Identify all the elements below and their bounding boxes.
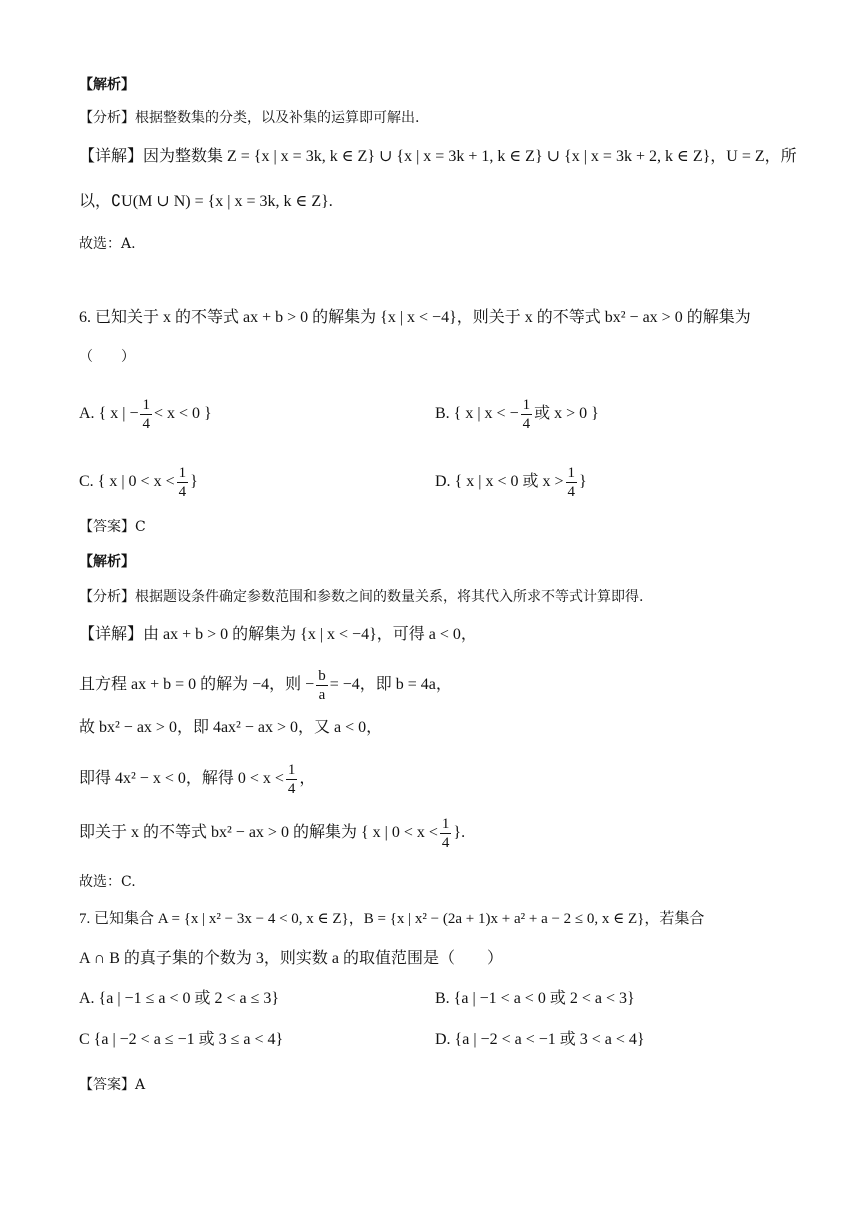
option-c [79,464,198,501]
fraction: $\frac{1}{4}$ [287,762,296,797]
fraction: $\frac{1}{4}$ [522,397,531,432]
option-b [435,396,599,433]
option-text: { x | x < − [453,405,519,423]
option-a: A. {a | −1 ≤ a < 0 或 2 < a ≤ 3} [79,990,280,1007]
fraction: $\frac{1}{4}$ [178,465,187,500]
question-stem-line-1: 7. 已知集合 A = {x | x² − 3x − 4 < 0, x ∈ Z}，B = {x | x² − (2a + 1)x + a² + a − 2 ≤ 0, x ∈ Z}，若集合 [79,911,705,927]
detail-line-5: 即关于 x 的不等式 bx² − ax > 0 的解集为 { x | 0 < x < $\frac{1}{4}$ }. [79,816,466,851]
question-paren: （ ） [79,349,135,365]
option-label: B. [435,405,450,423]
option-text: { x | − [98,405,139,423]
option-text: } [579,473,587,491]
option-d [435,464,587,501]
fraction: $\frac{1}{4}$ [142,397,150,432]
question-stem: 6. 已知关于 x 的不等式 ax + b > 0 的解集为 {x | x < −4}，则关于 x 的不等式 bx² − ax > 0 的解集为 [79,309,751,326]
option-text: } [190,473,198,491]
question-stem-line-2: A ∩ B 的真子集的个数为 3，则实数 a 的取值范围是（ ） [79,950,504,967]
choice-statement: 故选：C. [79,874,136,890]
option-label: C. [79,473,94,491]
option-label: A. [79,405,95,423]
option-b: B. {a | −1 < a < 0 或 2 < a < 3} [435,990,635,1007]
option-text: { x | 0 < x < [97,473,175,491]
option-c: C {a | −2 < a ≤ −1 或 3 ≤ a < 4} [79,1031,284,1048]
option-a [79,396,212,433]
answer: 【答案】A [79,1077,146,1093]
detail-line-4: 即得 4x² − x < 0，解得 0 < x < $\frac{1}{4}$ ， [79,762,316,797]
detail-line-2: 且方程 ax + b = 0 的解为 −4，则 − $\frac{b}{a}$ = −4，即 b = 4a， [79,668,452,703]
fraction: $\frac{b}{a}$ [318,668,326,703]
analysis-heading: 【解析】 [79,77,135,93]
detail-line-1: 【详解】由 ax + b > 0 的解集为 {x | x < −4}，可得 a < 0， [79,626,477,643]
analysis-text: 【分析】根据题设条件确定参数范围和参数之间的数量关系，将其代入所求不等式计算即得. [79,589,644,605]
detail-line-3: 故 bx² − ax > 0，即 4ax² − ax > 0，又 a < 0， [79,719,383,736]
detail-line-1: 【详解】因为整数集 Z = {x | x = 3k, k ∈ Z} ∪ {x | x = 3k + 1, k ∈ Z} ∪ {x | x = 3k + 2, k ∈ Z}，U = Z，所 [79,148,797,165]
option-d: D. {a | −2 < a < −1 或 3 < a < 4} [435,1031,645,1048]
analysis-text: 【分析】根据整数集的分类，以及补集的运算即可解出. [79,110,420,126]
option-text: 或 x > 0 } [534,405,599,423]
fraction: $\frac{1}{4}$ [567,465,575,500]
option-text: { x | x < 0 或 x > [454,473,564,491]
analysis-heading: 【解析】 [79,554,135,570]
option-text: < x < 0 } [153,405,212,423]
option-label: D. [435,473,451,491]
detail-line-2: 以，∁U(M ∪ N) = {x | x = 3k, k ∈ Z}. [79,193,333,210]
fraction: $\frac{1}{4}$ [441,816,450,851]
answer: 【答案】C [79,519,146,535]
choice-statement: 故选：A. [79,236,136,252]
